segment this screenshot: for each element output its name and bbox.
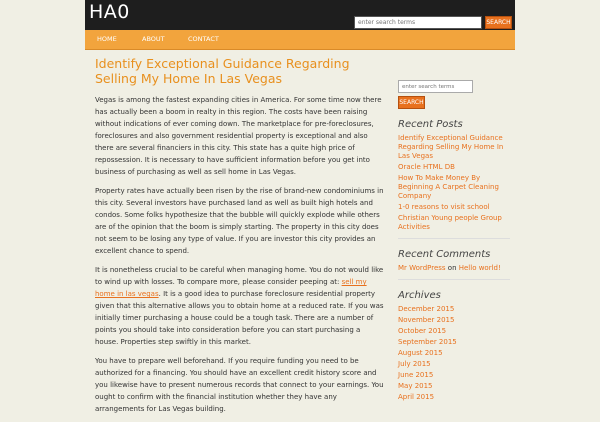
archives-widget <box>395 286 510 402</box>
main-nav <box>85 30 515 50</box>
header-search-input[interactable] <box>354 16 482 29</box>
header-search-button[interactable]: SEARCH <box>485 16 512 29</box>
widget-title: Recent Comments <box>398 249 491 260</box>
site-title[interactable]: HA0 <box>89 1 130 23</box>
post-title[interactable]: Identify Exceptional Guidance Regarding Selling My Home In Las Vegas <box>95 56 350 86</box>
recent-posts-widget <box>395 115 510 232</box>
comment-on-text: on <box>445 264 459 272</box>
content-area <box>85 50 515 413</box>
recent-post-link[interactable]: How To Make Money By Beginning A Carpet Cleaning Company <box>398 174 499 200</box>
nav-item-contact[interactable]: CONTACT <box>188 35 219 43</box>
post-paragraph: Property rates have actually been risen by the rise of brand-new condominiums in this city. Several investors have purchased land as well as built high hotels and condos. Some folks hypothesize that the bubble will quickly explode while others are of the opinion that the boom is simply starting. The property in this city does not seem to be losing any type of value. If you are investor this city provides an excellent chance to spend. <box>95 187 384 255</box>
sidebar-search-button[interactable]: SEARCH <box>398 96 425 109</box>
recent-post-link[interactable]: Oracle HTML DB <box>398 163 455 171</box>
sell-home-link[interactable]: sell my home in las vegas <box>95 278 367 298</box>
widget-divider <box>398 238 510 239</box>
archive-link[interactable]: August 2015 <box>398 349 443 357</box>
site-header <box>85 0 515 30</box>
sidebar <box>395 80 510 404</box>
paragraph-text: It is nonetheless crucial to be careful when managing home. You do not would like to wind up with losses. To compare more, please consider peeping at: <box>95 266 384 286</box>
recent-post-link[interactable]: 1-0 reasons to visit school <box>398 203 490 211</box>
paragraph-text: . It is a good idea to purchase foreclosure residential property given that this alternative allows you to obtain home at a reduced rate. If you was initially timer purchasing a house could be a tough task. There are a number of points you should take into consideration before you can start purchasing a house. Properties step swiftly in this market. <box>95 290 384 346</box>
archive-link[interactable]: May 2015 <box>398 382 433 390</box>
widget-divider <box>398 279 510 280</box>
recent-comment <box>398 264 510 273</box>
archive-link[interactable]: June 2015 <box>398 371 434 379</box>
archive-link[interactable]: September 2015 <box>398 338 457 346</box>
archive-link[interactable]: December 2015 <box>398 305 455 313</box>
archive-link[interactable]: November 2015 <box>398 316 455 324</box>
comment-author-link[interactable]: Mr WordPress <box>398 264 446 272</box>
comment-post-link[interactable]: Hello world! <box>458 264 501 272</box>
archive-link[interactable]: July 2015 <box>398 360 431 368</box>
nav-item-about[interactable]: ABOUT <box>142 35 165 43</box>
widget-title: Archives <box>398 290 441 301</box>
post-paragraph: Vegas is among the fastest expanding cities in America. For some time now there has actually been a boom in realty in this region. The costs have been raising without indications of ever coming down. The marketplace for pre-foreclosures, foreclosures and also government residential property is exceptional and also there are several financiers in this city. This state has a quite high price of repossession. It is necessary to have sufficient information before you get into business of purchasing as well as sell home in Las Vegas. <box>95 96 382 176</box>
archive-link[interactable]: April 2015 <box>398 393 435 401</box>
recent-post-link[interactable]: Christian Young people Group Activities <box>398 214 502 231</box>
post-paragraph: You have to prepare well beforehand. If you require funding you need to be authorized for a financing. You should have an excellent credit history score and you likewise have to present numerous records that connect to your earnings. You ought to confirm with the financial institution whether they have any arrangements for Las Vegas building. <box>95 357 384 413</box>
nav-item-home[interactable]: HOME <box>97 35 117 43</box>
blog-post <box>95 56 385 422</box>
recent-comments-widget <box>395 245 510 273</box>
sidebar-search-input[interactable] <box>398 80 473 93</box>
post-paragraph <box>95 264 385 348</box>
archive-link[interactable]: October 2015 <box>398 327 447 335</box>
recent-post-link[interactable]: Identify Exceptional Guidance Regarding Selling My Home In Las Vegas <box>398 134 504 160</box>
widget-title: Recent Posts <box>398 119 463 130</box>
